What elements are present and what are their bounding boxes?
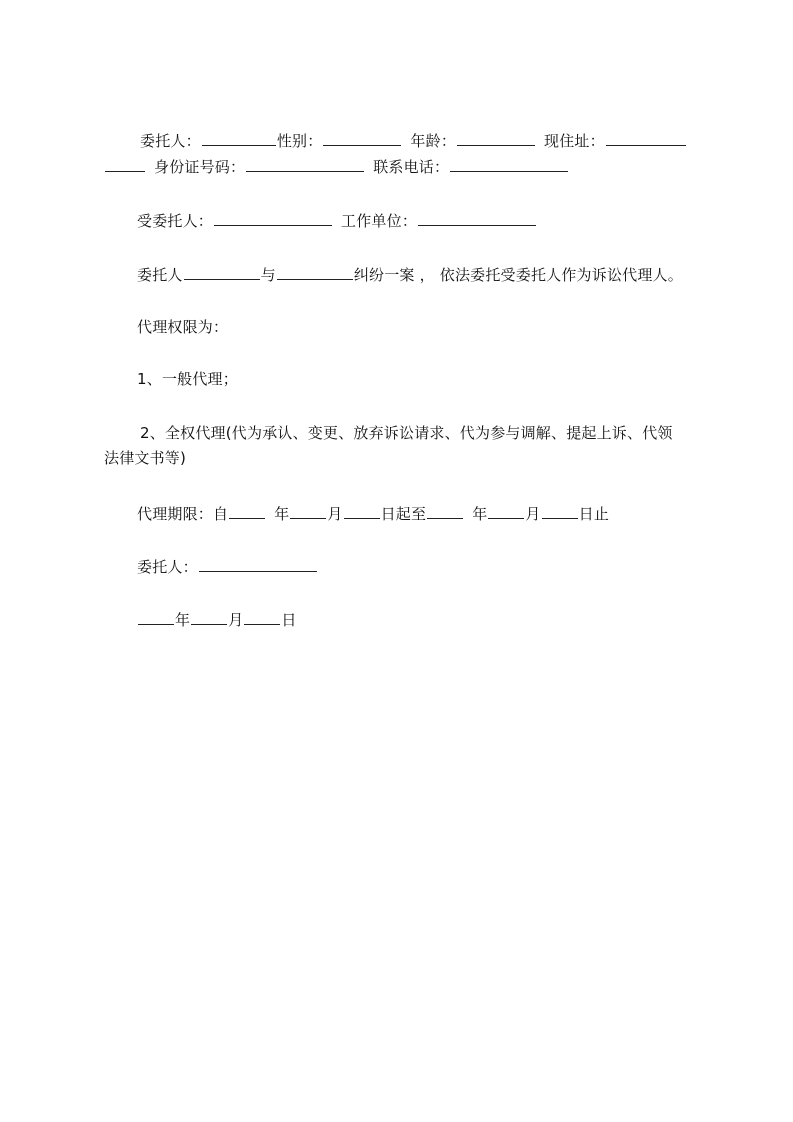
principal-info-line [140,130,687,152]
principal-name-field[interactable] [202,130,276,146]
agency-period-line [137,503,609,525]
case-and-word: 与 [260,266,276,284]
signature-line [137,556,318,578]
age-label: 年龄： [410,132,457,150]
case-opponent-field[interactable] [277,264,353,280]
employer-field[interactable] [418,210,536,226]
address-field-continued[interactable] [105,156,145,172]
period-day-to: 日止 [578,505,610,523]
signature-label: 委托人： [137,558,198,576]
period-year-1: 年 [274,505,290,523]
period-end-day-field[interactable] [542,503,578,519]
period-end-month-field[interactable] [488,503,524,519]
agent-line [137,210,537,232]
period-year-2: 年 [472,505,488,523]
gender-label: 性别： [276,132,323,150]
date-day-field[interactable] [244,609,280,625]
case-principal-field[interactable] [184,264,260,280]
date-month-field[interactable] [191,609,227,625]
date-line [137,609,297,631]
period-start-month-field[interactable] [290,503,326,519]
case-principal-word: 委托人 [137,266,183,284]
period-label: 代理期限：自 [137,505,229,523]
date-month: 月 [228,611,244,629]
case-line [137,264,683,286]
date-year-field[interactable] [138,609,174,625]
case-dispute-text: 纠纷一案 ， 依法委托受委托人作为诉讼代理人。 [353,266,683,284]
address-label: 现住址： [544,132,605,150]
address-field[interactable] [606,130,686,146]
phone-field[interactable] [450,156,568,172]
phone-label: 联系电话： [373,158,450,176]
option-full-agency-line1: 2、全权代理(代为承认、变更、放弃诉讼请求、代为参与调解、提起上诉、代领 [140,424,673,442]
period-start-day-field[interactable] [344,503,380,519]
period-start-year-field[interactable] [229,503,265,519]
employer-label: 工作单位： [341,212,418,230]
date-day: 日 [281,611,297,629]
id-number-field[interactable] [246,156,364,172]
period-month-1: 月 [327,505,343,523]
principal-label: 委托人： [140,132,201,150]
agent-name-field[interactable] [214,210,332,226]
option-full-agency-line2: 法律文书等) [104,449,187,467]
period-end-year-field[interactable] [427,503,463,519]
signature-field[interactable] [199,556,317,572]
age-field[interactable] [457,130,535,146]
period-month-2: 月 [525,505,541,523]
authority-heading: 代理权限为： [137,318,229,336]
period-day-from: 日起至 [380,505,427,523]
date-year: 年 [175,611,191,629]
option-general-agency: 1、一般代理； [137,370,238,388]
gender-field[interactable] [323,130,401,146]
agent-label: 受委托人： [137,212,214,230]
id-phone-line [104,156,569,178]
id-label: 身份证号码： [154,158,246,176]
